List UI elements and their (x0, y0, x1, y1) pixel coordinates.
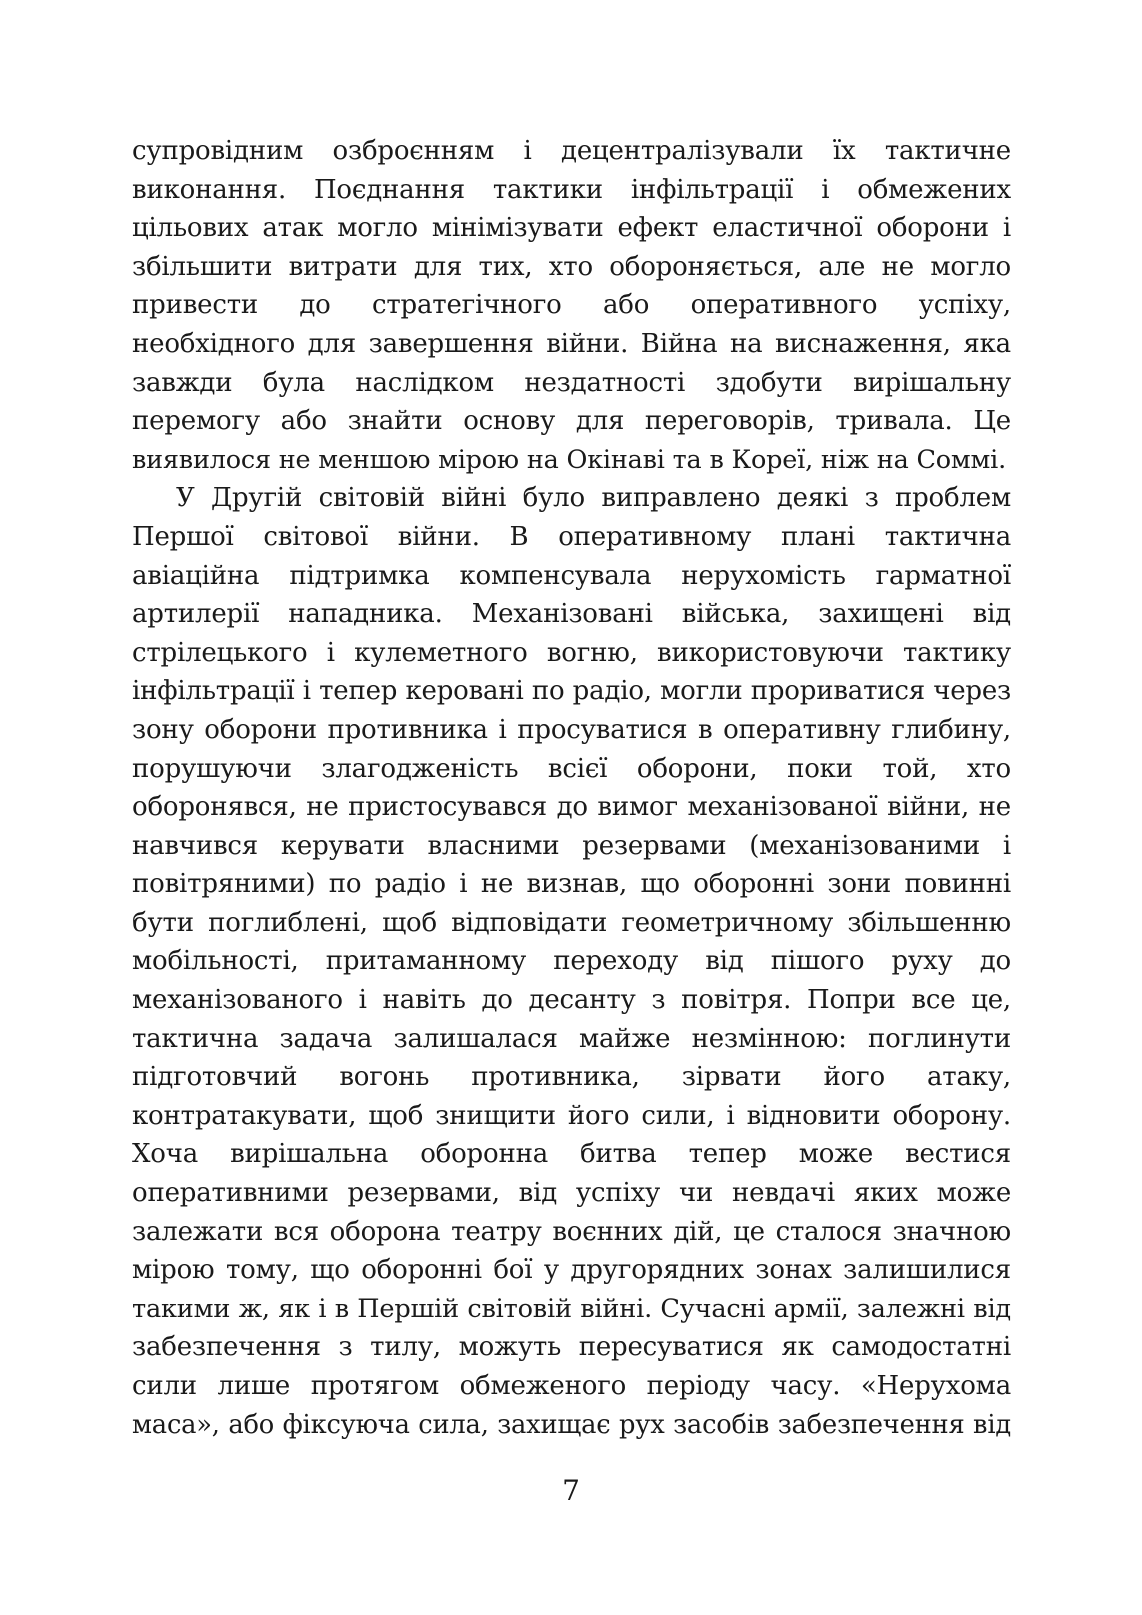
text-line: необхідного для завершення війни. Війна на виснаження, яка (132, 328, 1011, 359)
text-line: виконання. Поєднання тактики інфільтрації і обмежених (132, 174, 1011, 205)
paragraph-first-line: У Другій світовій війні було виправлено деякі з проблем (176, 483, 1011, 514)
text-line: авіаційна підтримка компенсувала нерухомість гарматної (132, 560, 1011, 591)
text-line: Першої світової війни. В оперативному плані тактична (132, 521, 1011, 552)
text-line: маса», або фіксуюча сила, захищає рух засобів забезпечення від (132, 1409, 1011, 1440)
text-line: повітряними) по радіо і не визнав, що оборонні зони повинні (132, 869, 1011, 900)
text-line: тактична задача залишалася майже незмінною: поглинути (132, 1023, 1011, 1054)
text-line: збільшити витрати для тих, хто обороняється, але не могло (132, 251, 1011, 282)
text-line: артилерії нападника. Механізовані війська, захищені від (132, 599, 1011, 630)
text-line: порушуючи злагодженість всієї оборони, поки той, хто (132, 753, 1011, 784)
text-line: інфільтрації і тепер керовані по радіо, могли прориватися через (132, 676, 1011, 707)
text-line: перемогу або знайти основу для переговорів, тривала. Це (132, 406, 1011, 437)
text-line: такими ж, як і в Першій світовій війні. Сучасні армії, залежні від (132, 1293, 1011, 1324)
text-line: виявилося не меншою мірою на Окінаві та в Кореї, ніж на Соммі. (132, 444, 1007, 475)
text-line: бути поглиблені, щоб відповідати геометричному збільшенню (132, 907, 1011, 938)
page-number: 7 (562, 1474, 580, 1507)
page-body (132, 132, 1011, 1444)
text-line: залежати вся оборона театру воєнних дій, це сталося значною (132, 1216, 1011, 1247)
text-line: оборонявся, не пристосувався до вимог механізованої війни, не (132, 792, 1011, 823)
text-line: мірою тому, що оборонні бої у другорядних зонах залишилися (132, 1255, 1011, 1286)
text-line: привести до стратегічного або оперативного успіху, (132, 290, 1011, 321)
text-line: забезпечення з тилу, можуть пересуватися як самодостатні (132, 1332, 1011, 1363)
text-line: мобільності, притаманному переходу від пішого руху до (132, 946, 1011, 977)
text-line: контратакувати, щоб знищити його сили, і відновити оборону. (132, 1100, 1011, 1131)
text-line: супровідним озброєнням і децентралізували їх тактичне (132, 136, 1011, 166)
text-line: навчився керувати власними резервами (механізованими і (132, 830, 1011, 861)
text-line: зону оборони противника і просуватися в оперативну глибину, (132, 714, 1011, 745)
text-line: цільових атак могло мінімізувати ефект еластичної оборони і (132, 213, 1011, 244)
text-line: завжди була наслідком нездатності здобути вирішальну (132, 367, 1011, 398)
text-line: механізованого і навіть до десанту з повітря. Попри все це, (132, 985, 1011, 1016)
text-line: Хоча вирішальна оборонна битва тепер може вестися (132, 1139, 1011, 1170)
text-line: підготовчий вогонь противника, зірвати його атаку, (132, 1062, 1011, 1093)
text-line: стрілецького і кулеметного вогню, використовуючи тактику (132, 637, 1011, 668)
text-line: сили лише протягом обмеженого періоду часу. «Нерухома (132, 1371, 1011, 1401)
text-line: оперативними резервами, від успіху чи невдачі яких може (132, 1178, 1011, 1209)
